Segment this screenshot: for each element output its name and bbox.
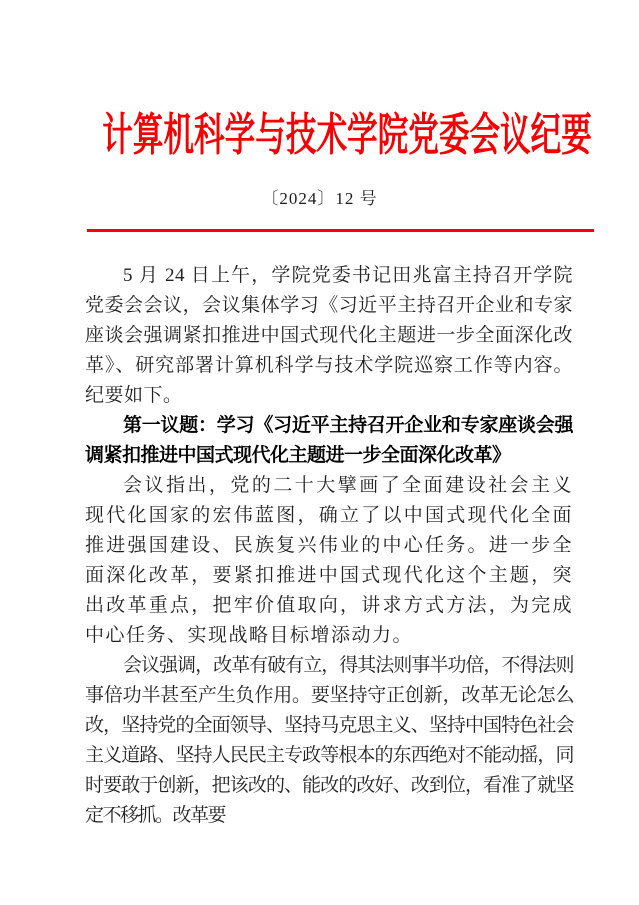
red-divider-line: [87, 229, 594, 232]
paragraph-meeting-emphasized: 会议强调，改革有破有立，得其法则事半功倍，不得法则事倍功半甚至产生负作用。要坚持守正创新，改革无论怎么改，坚持党的全面领导、坚持马克思主义、坚持中国特色社会主义道路、坚持人民民主专政等根本的东西绝对不能动摇，同时要敢于创新，把该改的、能改的改好、改到位，看准了就坚定不移抓。改革要: [85, 655, 573, 826]
paragraph-meeting-intro: 5 月 24 日上午，学院党委书记田兆富主持召开学院党委会会议，会议集体学习《习近平主持召开企业和专家座谈会强调紧扣推进中国式现代化主题进一步全面深化改革》、研究部署计算机科学与技术学院巡察工作等内容。纪要如下。: [85, 265, 573, 406]
document-number: 〔2024〕12 号: [261, 189, 378, 208]
document-body: [85, 261, 573, 831]
document-title: 计算机科学与技术学院党委会议纪要: [102, 110, 592, 160]
paragraph-meeting-pointed-out: 会议指出，党的二十大擘画了全面建设社会主义现代化国家的宏伟蓝图，确立了以中国式现代化全面推进强国建设、民族复兴伟业的中心任务。进一步全面深化改革，要紧扣推进中国式现代化这个主题，突出改革重点，把牢价值取向，讲求方式方法，为完成中心任务、实现战略目标增添动力。: [85, 475, 573, 646]
topic-one-heading: 第一议题：学习《习近平主持召开企业和专家座谈会强调紧扣推进中国式现代化主题进一步全面深化改革》: [85, 415, 573, 466]
